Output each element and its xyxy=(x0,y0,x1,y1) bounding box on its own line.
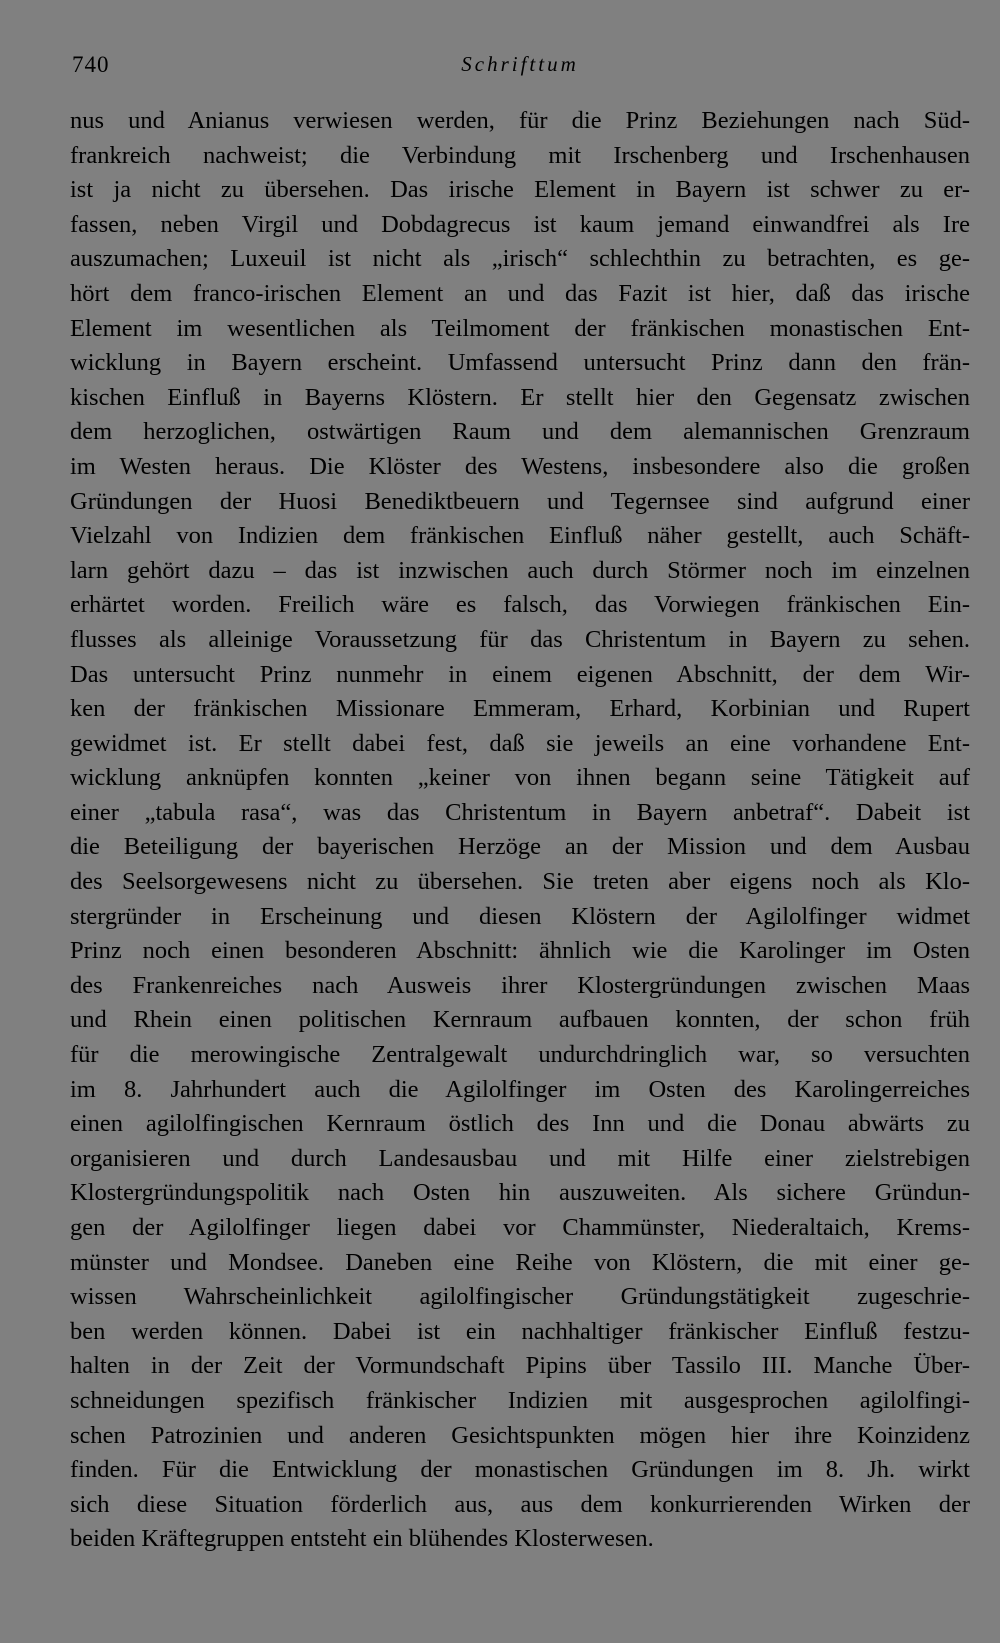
text-line: des Seelsorgewesens nicht zu übersehen. Sie treten aber eigens noch als Klo- xyxy=(70,868,970,896)
text-line: im Westen heraus. Die Klöster des Westens, insbesondere also die großen xyxy=(70,452,970,480)
text-line: ken der fränkischen Missionare Emmeram, Erhard, Korbinian und Rupert xyxy=(70,695,970,723)
text-line: larn gehört dazu – das ist inzwischen auch durch Störmer noch im einzelnen xyxy=(70,556,970,584)
text-line: gewidmet ist. Er stellt dabei fest, daß sie jeweils an eine vorhandene Ent- xyxy=(70,729,970,757)
text-line: und Rhein einen politischen Kernraum aufbauen konnten, der schon früh xyxy=(70,1006,970,1034)
text-line: Vielzahl von Indizien dem fränkischen Einfluß näher gestellt, auch Schäft- xyxy=(70,522,970,550)
text-line: des Frankenreiches nach Ausweis ihrer Klostergründungen zwischen Maas xyxy=(70,971,970,999)
text-line: Gründungen der Huosi Benediktbeuern und Tegernsee sind aufgrund einer xyxy=(70,487,970,515)
text-line: stergründer in Erscheinung und diesen Klöstern der Agilolfinger widmet xyxy=(70,902,970,930)
text-line: finden. Für die Entwicklung der monastischen Gründungen im 8. Jh. wirkt xyxy=(70,1456,970,1484)
text-line: schen Patrozinien und anderen Gesichtspunkten mögen hier ihre Koinzidenz xyxy=(70,1421,970,1449)
text-line: dem herzoglichen, ostwärtigen Raum und dem alemannischen Grenzraum xyxy=(70,418,970,446)
text-line: einen agilolfingischen Kernraum östlich des Inn und die Donau abwärts zu xyxy=(70,1110,970,1138)
text-line: die Beteiligung der bayerischen Herzöge an der Mission und dem Ausbau xyxy=(70,833,970,861)
text-line: ben werden können. Dabei ist ein nachhaltiger fränkischer Einfluß festzu- xyxy=(70,1317,970,1345)
text-line: einer „tabula rasa“, was das Christentum in Bayern anbetraf“. Dabeit ist xyxy=(70,798,970,826)
text-line: hört dem franco-irischen Element an und das Fazit ist hier, daß das irische xyxy=(70,279,970,307)
text-line: nus und Anianus verwiesen werden, für die Prinz Beziehungen nach Süd- xyxy=(70,107,970,134)
page-number: 740 xyxy=(72,52,110,77)
text-line: fassen, neben Virgil und Dobdagrecus ist kaum jemand einwandfrei als Ire xyxy=(70,210,970,238)
running-head: Schrifttum xyxy=(461,52,579,76)
text-line: gen der Agilolfinger liegen dabei vor Chammünster, Niederaltaich, Krems- xyxy=(70,1214,970,1241)
text-line: flusses als alleinige Voraussetzung für das Christentum in Bayern zu sehen. xyxy=(70,625,970,653)
text-line: wicklung anknüpfen konnten „keiner von ihnen begann seine Tätigkeit auf xyxy=(70,764,970,792)
text-line: Klostergründungspolitik nach Osten hin auszuweiten. Als sichere Gründun- xyxy=(70,1179,970,1207)
text-line: Das untersucht Prinz nunmehr in einem eigenen Abschnitt, der dem Wir- xyxy=(70,660,970,688)
text-line: organisieren und durch Landesausbau und mit Hilfe einer zielstrebigen xyxy=(70,1144,970,1172)
text-line: Element im wesentlichen als Teilmoment der fränkischen monastischen Ent- xyxy=(70,314,970,342)
text-line: beiden Kräftegruppen entsteht ein blühendes Klosterwesen. xyxy=(70,1525,654,1553)
page-header xyxy=(72,52,968,86)
body-paragraph xyxy=(70,104,970,1557)
text-line: sich diese Situation förderlich aus, aus dem konkurrierenden Wirken der xyxy=(70,1490,970,1518)
text-line: auszumachen; Luxeuil ist nicht als „irisch“ schlechthin zu betrachten, es ge- xyxy=(70,245,970,273)
text-line: kischen Einfluß in Bayerns Klöstern. Er stellt hier den Gegensatz zwischen xyxy=(70,383,970,411)
text-line: frankreich nachweist; die Verbindung mit Irschenberg und Irschenhausen xyxy=(70,141,970,169)
text-line: Prinz noch einen besonderen Abschnitt: ähnlich wie die Karolinger im Osten xyxy=(70,937,970,965)
text-line: schneidungen spezifisch fränkischer Indizien mit ausgesprochen agilolfingi- xyxy=(70,1386,970,1414)
text-line: halten in der Zeit der Vormundschaft Pipins über Tassilo III. Manche Über- xyxy=(70,1352,970,1380)
text-line: wicklung in Bayern erscheint. Umfassend untersucht Prinz dann den frän- xyxy=(70,349,970,377)
text-line: im 8. Jahrhundert auch die Agilolfinger im Osten des Karolingerreiches xyxy=(70,1075,970,1103)
text-line: für die merowingische Zentralgewalt undurchdringlich war, so versuchten xyxy=(70,1041,970,1069)
text-line: münster und Mondsee. Daneben eine Reihe von Klöstern, die mit einer ge- xyxy=(70,1248,970,1276)
text-line: ist ja nicht zu übersehen. Das irische Element in Bayern ist schwer zu er- xyxy=(70,176,970,204)
text-line: erhärtet worden. Freilich wäre es falsch, das Vorwiegen fränkischen Ein- xyxy=(70,591,970,619)
text-line: wissen Wahrscheinlichkeit agilolfingischer Gründungstätigkeit zugeschrie- xyxy=(70,1283,970,1311)
